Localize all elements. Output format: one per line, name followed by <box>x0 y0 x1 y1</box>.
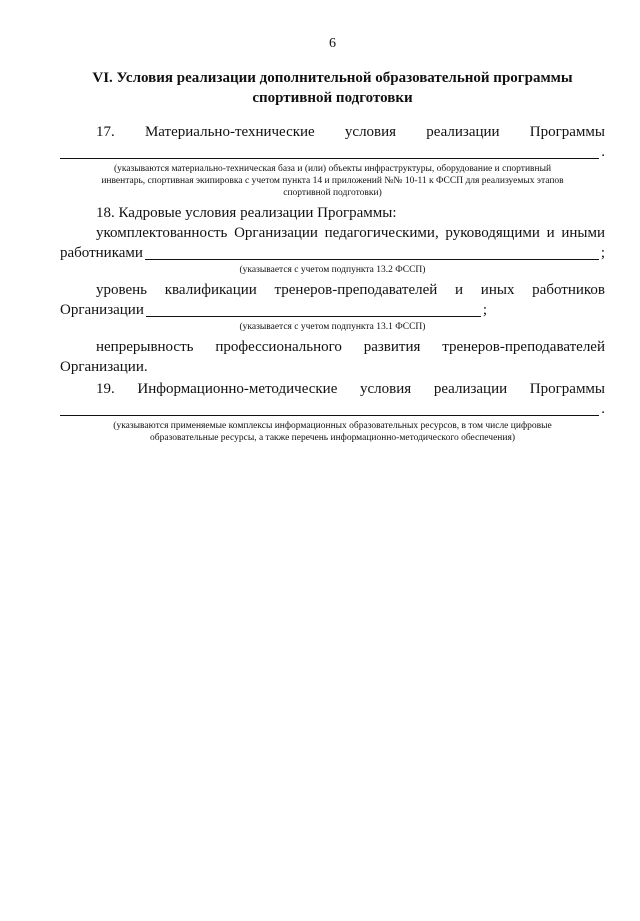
document-page <box>60 36 605 448</box>
item-18-development-line: непрерывность профессионального развития тренеров-преподавателей <box>96 339 605 355</box>
item-17-note <box>60 163 605 199</box>
item-18-qualification-fill-line <box>146 301 481 317</box>
item-17-heading: 17. Материально-технические условия реализации Программы <box>96 124 605 140</box>
item-19-note-line-1: (указываются применяемые комплексы информационных образовательных ресурсов, в том числе цифровые <box>113 421 552 431</box>
item-18-qualification-end-mark: ; <box>482 302 488 318</box>
item-18-staffing-line: укомплектованность Организации педагогическими, руководящими и иными <box>96 225 605 241</box>
item-18-staffing-note: (указывается с учетом подпункта 13.2 ФССП) <box>239 265 426 275</box>
page-number: 6 <box>329 36 336 51</box>
item-17-fill-line <box>60 143 599 159</box>
section-title <box>60 68 605 108</box>
item-17-note-line-3: спортивной подготовки) <box>283 188 382 198</box>
item-17-note-line-2: инвентарь, спортивная экипировка с учетом пункта 14 и приложений №№ 10-11 к ФССП для реализуемых этапов <box>101 176 564 186</box>
item-18-heading: 18. Кадровые условия реализации Программы: <box>96 205 397 221</box>
item-19-end-mark: . <box>601 401 605 417</box>
item-18-qualification-line: уровень квалификации тренеров-преподавателей и иных работников <box>96 282 605 298</box>
item-17-fill-row <box>60 142 605 162</box>
item-18-development-line-2: Организации. <box>60 359 148 375</box>
item-18-staffing-end-mark: ; <box>600 245 605 261</box>
item-19-fill-row <box>60 399 605 419</box>
section-title-line-1: VI. Условия реализации дополнительной образовательной программы <box>92 70 573 86</box>
item-19-note-line-2: образовательные ресурсы, а также перечень информационно-методического обеспечения) <box>149 433 515 443</box>
item-19-fill-line <box>60 400 599 416</box>
item-19-heading: 19. Информационно-методические условия реализации Программы <box>96 381 605 397</box>
item-18-staffing-fill-row <box>60 243 605 263</box>
item-18-staffing-label: работниками <box>60 245 143 261</box>
item-18-qualification-fill-row <box>60 300 605 320</box>
item-18-qualification-note: (указывается с учетом подпункта 13.1 ФССП) <box>239 322 426 332</box>
item-18-qualification-label: Организации <box>60 302 144 318</box>
section-title-line-2: спортивной подготовки <box>252 90 413 106</box>
item-17-end-mark: . <box>601 144 605 160</box>
item-17-note-line-1: (указываются материально-техническая база и (или) объекты инфраструктуры, оборудование и спортивный <box>113 164 552 174</box>
item-19-note <box>60 420 605 444</box>
item-18-staffing-fill-line <box>145 244 599 260</box>
